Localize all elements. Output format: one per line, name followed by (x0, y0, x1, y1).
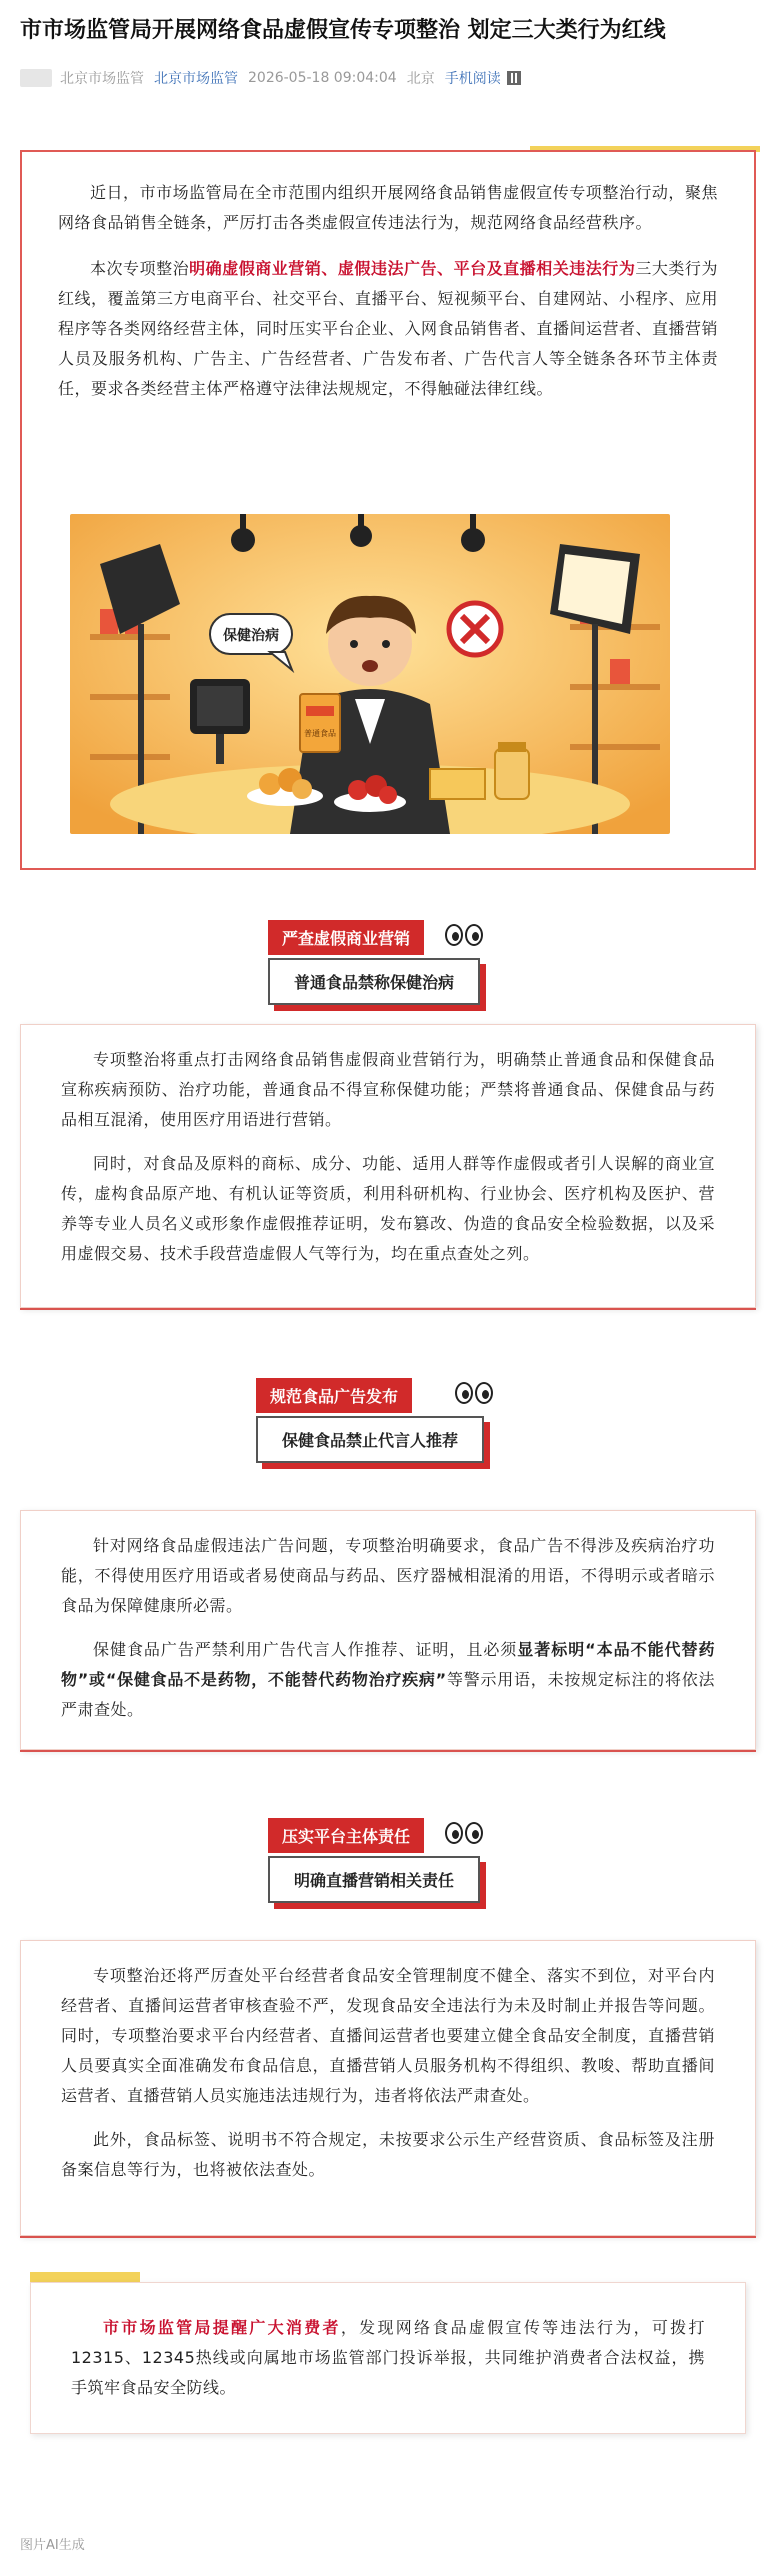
section-3-paragraph-1: 专项整治还将严厉查处平台经营者食品安全管理制度不健全、落实不到位，对平台内经营者、直播间运营者审核查验不严，发现食品安全违法行为未及时制止并报告等问题。同时，专项整治要求平台内经营者、直播间运营者也要建立健全食品安全制度，直播营销人员要真实全面准确发布食品信息，直播营销人员服务机构不得组织、教唆、帮助直播间运营者、直播营销人员实施违法违规行为，违者将依法严肃查处。 (61, 1966, 715, 2105)
section-1-paragraph-2: 同时，对食品及原料的商标、成分、功能、适用人群等作虚假或者引人误解的商业宣传，虚构食品原产地、有机认证等资质，利用科研机构、行业协会、医疗机构及医护、营养等专业人员名义或形象作虚假推荐证明，发布篡改、伪造的食品安全检验数据，以及采用虚假交易、技术手段营造虚假人气等行为，均在重点查处之列。 (61, 1154, 715, 1263)
meta-location: 北京 (406, 71, 435, 87)
meta-source-link[interactable]: 北京市场监管 (154, 71, 238, 87)
section-2-p2-highlight: 显著标明“本品不能代替药物”或“保健食品不是药物，不能替代药物治疗疾病” (61, 1640, 715, 1689)
qr-code-icon[interactable] (507, 71, 521, 85)
article-meta (20, 68, 531, 88)
notice-text: ，发现网络食品虚假宣传等违法行为，可拨打12315、12345热线或向属地市场监管部门投诉举报，共同维护消费者合法权益，携手筑牢食品安全防线。 (71, 2318, 705, 2397)
section-3-header (0, 1818, 778, 1928)
eyes-icon (445, 924, 485, 946)
speech-bubble-text: 保健治病 (223, 628, 279, 644)
package-label: 普通食品 (304, 729, 336, 738)
notice-deco-bar (30, 2272, 140, 2282)
section-2-p2-lead: 保健食品广告严禁利用广告代言人作推荐、证明，且必须 (93, 1640, 518, 1659)
eyes-icon (455, 1382, 495, 1404)
notice-paragraph (71, 2313, 705, 2403)
prohibited-icon (449, 603, 501, 655)
section-2-tag: 规范食品广告发布 (256, 1378, 412, 1413)
consumer-notice-card (30, 2282, 746, 2434)
image-caption: 图片AI生成 (20, 2538, 85, 2553)
intro-paragraph-2 (58, 254, 718, 404)
section-2-header (0, 1378, 778, 1488)
article-title: 市市场监管局开展网络食品虚假宣传专项整治 划定三大类行为红线 (20, 18, 666, 43)
section-1-header (0, 920, 778, 1030)
eyes-icon (445, 1822, 485, 1844)
section-1-tag: 严查虚假商业营销 (268, 920, 424, 955)
intro-p2-rest: 三大类行为红线，覆盖第三方电商平台、社交平台、直播平台、短视频平台、自建网站、小程序、应用程序等各类网络经营主体，同时压实平台企业、入网食品销售者、直播间运营者、直播营销人员及服务机构、广告主、广告经营者、广告发布者、广告代言人等全链条各环节主体责任，要求各类经营主体严格遵守法律法规规定，不得触碰法律红线。 (58, 259, 719, 398)
meta-source: 北京市场监管 (60, 71, 144, 87)
section-2-paragraph-1: 针对网络食品虚假违法广告问题，专项整治明确要求，食品广告不得涉及疾病治疗功能，不得使用医疗用语或者易使商品与药品、医疗器械相混淆的用语，不得明示或者暗示食品为保障健康所必需。 (61, 1536, 715, 1615)
section-2-subtitle: 保健食品禁止代言人推荐 (256, 1416, 484, 1463)
intro-p2-lead: 本次专项整治 (90, 259, 190, 278)
section-3-paragraph-2: 此外，食品标签、说明书不符合规定，未按要求公示生产经营资质、食品标签及注册备案信息等行为，也将被依法查处。 (61, 2130, 715, 2179)
section-3-card (20, 1940, 756, 2236)
mobile-read-link[interactable]: 手机阅读 (444, 71, 501, 87)
section-3-subtitle: 明确直播营销相关责任 (268, 1856, 480, 1903)
notice-highlight: 市市场监管局提醒广大消费者 (103, 2318, 341, 2337)
illustration-svg (70, 514, 670, 834)
section-1-card (20, 1024, 756, 1308)
section-1-paragraph-1: 专项整治将重点打击网络食品销售虚假商业营销行为，明确禁止普通食品和保健食品宣称疾病预防、治疗功能，普通食品不得宣称保健功能；严禁将普通食品、保健食品与药品相互混淆，使用医疗用语进行营销。 (61, 1050, 715, 1129)
intro-paragraph-1: 近日，市市场监管局在全市范围内组织开展网络食品销售虚假宣传专项整治行动，聚焦网络食品销售全链条，严厉打击各类虚假宣传违法行为，规范网络食品经营秩序。 (58, 183, 718, 232)
section-2-p2-rest: 等警示用语，未按规定标注的将依法严肃查处。 (61, 1670, 715, 1719)
section-2-card (20, 1510, 756, 1750)
intro-p2-highlight: 明确虚假商业营销、虚假违法广告、平台及直播相关违法行为 (189, 259, 636, 278)
section-1-subtitle: 普通食品禁称保健治病 (268, 958, 480, 1005)
section-3-tag: 压实平台主体责任 (268, 1818, 424, 1853)
source-logo-icon (20, 69, 52, 87)
meta-datetime: 2026-05-18 09:04:04 (248, 70, 397, 86)
section-2-paragraph-2 (61, 1635, 715, 1725)
illustration-image (70, 514, 670, 834)
